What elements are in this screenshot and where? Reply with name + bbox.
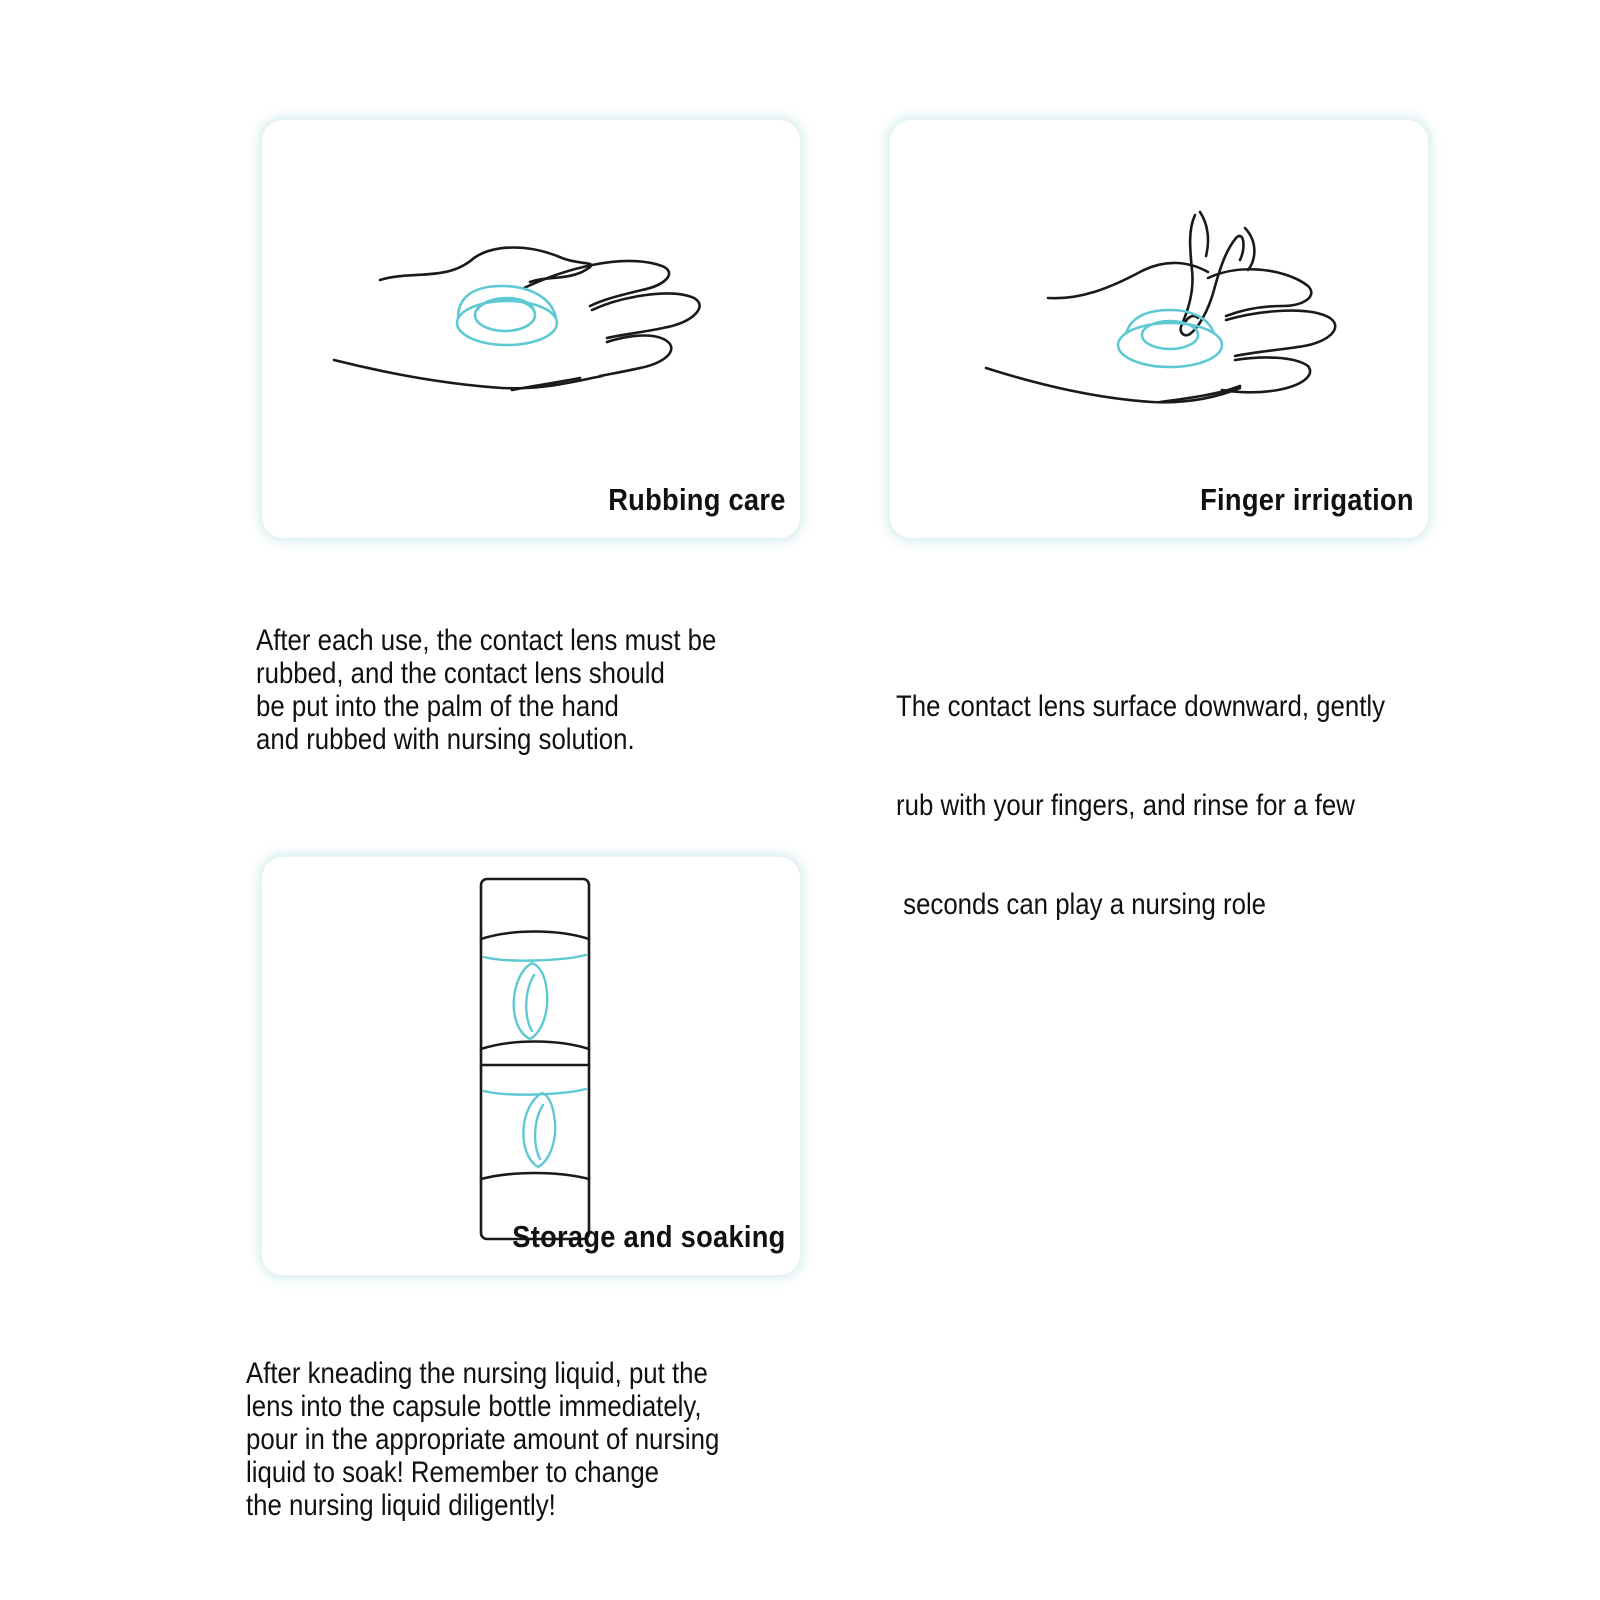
description-line: After each use, the contact lens must be — [256, 624, 717, 657]
description-line: The contact lens surface downward, gently — [896, 690, 1386, 723]
step-card-storage-and-soaking — [261, 856, 801, 1276]
description-line: After kneading the nursing liquid, put the — [246, 1357, 708, 1390]
description-line: liquid to soak! Remember to change — [246, 1456, 660, 1489]
capsule-bottle-icon — [262, 857, 802, 1277]
step-description — [896, 624, 1385, 954]
step-label: Storage and soaking — [512, 1219, 786, 1254]
description-line: seconds can play a nursing role — [896, 888, 1267, 921]
step-card-finger-irrigation — [889, 119, 1429, 539]
finger-on-lens-icon — [890, 120, 1430, 540]
description-line: be put into the palm of the hand — [256, 690, 619, 723]
description-line: pour in the appropriate amount of nursing — [246, 1423, 720, 1456]
step-label: Rubbing care — [608, 482, 786, 517]
step-card-rubbing-care — [261, 119, 801, 539]
description-line: and rubbed with nursing solution. — [256, 723, 635, 756]
hand-with-lens-icon — [262, 120, 802, 540]
description-line: rub with your fingers, and rinse for a few — [896, 789, 1355, 822]
step-description — [246, 1357, 719, 1522]
step-label: Finger irrigation — [1200, 482, 1414, 517]
step-description — [256, 624, 716, 756]
description-line: lens into the capsule bottle immediately, — [246, 1390, 702, 1423]
description-line: rubbed, and the contact lens should — [256, 657, 665, 690]
description-line: the nursing liquid diligently! — [246, 1489, 556, 1522]
